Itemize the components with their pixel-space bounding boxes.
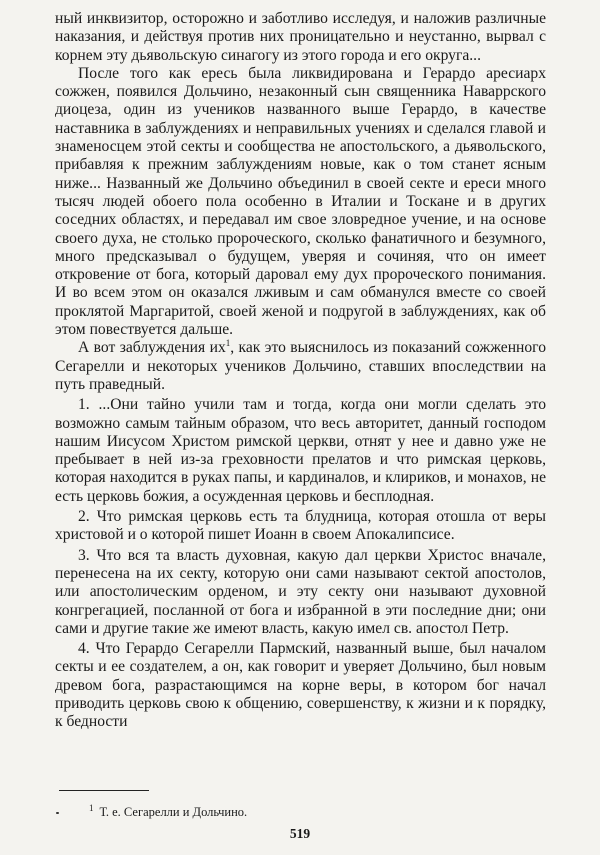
- list-item-4: 4. Что Герардо Сегарелли Пармский, названный выше, был началом секты и ее создателем, а он, как говорит и уверяет Дольчино, был новым древом бога, разрастающимся на корне веры, в котором бог начал приводить церковь свою к общению, совершенству, к жизни и к порядку, к бедности: [55, 640, 546, 731]
- body-text: [55, 10, 546, 732]
- page-number: 519: [289, 826, 311, 841]
- list-item-3: 3. Что вся та власть духовная, какую дал церкви Христос вначале, перенесена на их секту, которую они сами называют сектой апостолов, или апостолическим орденом, и эту секту они называют духовной конгрегацией, посланной от бога и избранной в эти последние дни; они сами и другие такие же имеют власть, какую имел св. апостол Петр.: [55, 546, 546, 637]
- list-item-2: 2. Что римская церковь есть та блудница, которая отошла от веры христовой и о которой пишет Иоанн в своем Апокалипсисе.: [55, 508, 546, 544]
- footnote-divider: [59, 790, 149, 791]
- paragraph-3-start: А вот заблуждения их: [78, 339, 226, 357]
- footnote-text: Т. е. Сегарелли и Дольчино.: [99, 805, 248, 820]
- footnote-reference[interactable]: 1: [225, 338, 231, 349]
- paragraph-3-end: , как это выяснилось из показаний сожженного Сегарелли и некоторых учеников Дольчино, ставших впоследствии на путь праведный.: [55, 339, 546, 393]
- paragraph-1: ный инквизитор, осторожно и заботливо исследуя, и наложив различные наказания, и действуя против них проницательно и неустанно, вырвал с корнем эту дьявольскую синагогу из этого города и его округа...: [55, 10, 546, 64]
- footnote-mark: 1: [89, 803, 94, 813]
- list-item-1: 1. ...Они тайно учили там и тогда, когда они могли сделать это возможно самым тайным образом, что весь авторитет, данный господом нашим Иисусом Христом римской церкви, отнят у нее и давно уже не пребывает в ней из-за греховности прелатов и что римская церковь, которая находится в руках папы, и кардиналов, и клириков, и монахов, не есть церковь божия, а осужденная церковь и бесплодная.: [55, 396, 546, 505]
- paragraph-2: После того как ересь была ликвидирована и Герардо аресиарх сожжен, появился Дольчино, незаконный сын священника Наваррского диоцеза, один из учеников названного выше Герардо, в качестве наставника в заблуждениях и неправильных учениях и сделался главой и знаменосцем этой секты и сообщества не апостольского, а дьявольского, прибавляя к прежним заблуждениям новые, как о том станет ясным ниже... Названный же Дольчино объединил в своей секте и ереси много тысяч людей обоего пола особенно в Италии и Тоскане и в других соседних областях, и передавал им свое зловредное учение, и на основе своего духа, не столько пророческого, сколько фанатичного и безумного, много предсказывал о будущем, уверяя и сочиняя, что он имеет откровение от бога, который даровал ему дух пророческого понимания. И во всем этом он оказался лживым и сам обманулся вместе со своей проклятой Маргаритой, своей женой и подругой в заблуждениях, как об этом повествуется дальше.: [55, 64, 546, 339]
- paragraph-3: [55, 339, 546, 394]
- margin-dot: [56, 812, 59, 814]
- footnote: [89, 801, 247, 820]
